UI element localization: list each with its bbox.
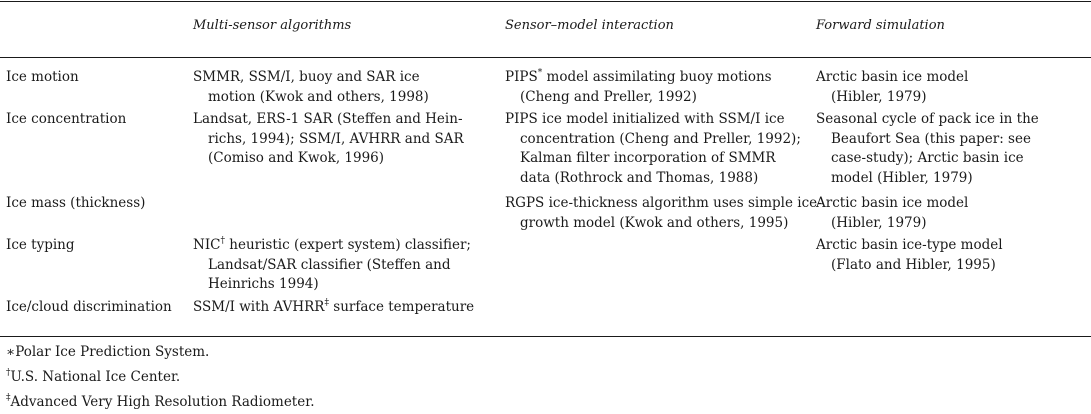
cell-ice-typing-forward: Arctic basin ice-type model (Flato and Hibler, 1995) — [816, 237, 1003, 273]
row-label-ice-concentration: Ice concentration — [6, 111, 127, 127]
cell-ice-motion-multi-sensor: SMMR, SSM/I, buoy and SAR ice motion (Kwok and others, 1998) — [193, 69, 429, 105]
footnote-nic: †U.S. National Ice Center. — [6, 368, 181, 385]
header-sensor-model: Sensor–model interaction — [505, 18, 674, 33]
row-label-ice-typing: Ice typing — [6, 237, 75, 253]
cell-ice-motion-forward: Arctic basin ice model (Hibler, 1979) — [816, 69, 969, 105]
cell-ice-concentration-forward: Seasonal cycle of pack ice in the Beaufort Sea (this paper: see case-study); Arctic basin ice model (Hibler, 1979) — [816, 111, 1039, 186]
footnote-mark-asterisk: * — [537, 68, 543, 78]
row-label-ice-motion: Ice motion — [6, 69, 79, 85]
cell-ice-motion-sensor-model: PIPS* model assimilating buoy motions (Cheng and Preller, 1992) — [505, 68, 772, 105]
cell-ice-cloud-multi-sensor: SSM/I with AVHRR‡ surface temperature — [193, 298, 475, 315]
footnote-pips: ∗Polar Ice Prediction System. — [6, 344, 210, 360]
cell-ice-concentration-sensor-model: PIPS ice model initialized with SSM/I ice concentration (Cheng and Preller, 1992); Kalman filter incorporation of SMMR data (Rothrock and Thomas, 1988) — [505, 111, 801, 186]
header-forward-simulation: Forward simulation — [816, 18, 945, 33]
table-top-rule — [0, 1, 1091, 2]
cell-ice-typing-multi-sensor: NIC† heuristic (expert system) classifier; Landsat/SAR classifier (Steffen and Heinrichs 1994) — [193, 236, 471, 293]
cell-ice-mass-forward: Arctic basin ice model (Hibler, 1979) — [816, 195, 969, 231]
cell-ice-mass-sensor-model: RGPS ice-thickness algorithm uses simple ice- growth model (Kwok and others, 1995) — [505, 195, 822, 231]
footnote-avhrr: ‡Advanced Very High Resolution Radiometer. — [6, 393, 315, 410]
table-bottom-rule — [0, 336, 1091, 337]
row-label-ice-mass: Ice mass (thickness) — [6, 195, 146, 211]
footnote-mark-dagger: † — [220, 236, 225, 246]
footnote-mark-double-dagger: ‡ — [324, 298, 329, 308]
table-header-rule — [0, 57, 1091, 58]
row-label-ice-cloud: Ice/cloud discrimination — [6, 299, 172, 315]
header-multi-sensor: Multi-sensor algorithms — [193, 18, 352, 33]
cell-ice-concentration-multi-sensor: Landsat, ERS-1 SAR (Steffen and Hein- richs, 1994); SSM/I, AVHRR and SAR (Comiso and Kwok, 1996) — [193, 111, 464, 167]
